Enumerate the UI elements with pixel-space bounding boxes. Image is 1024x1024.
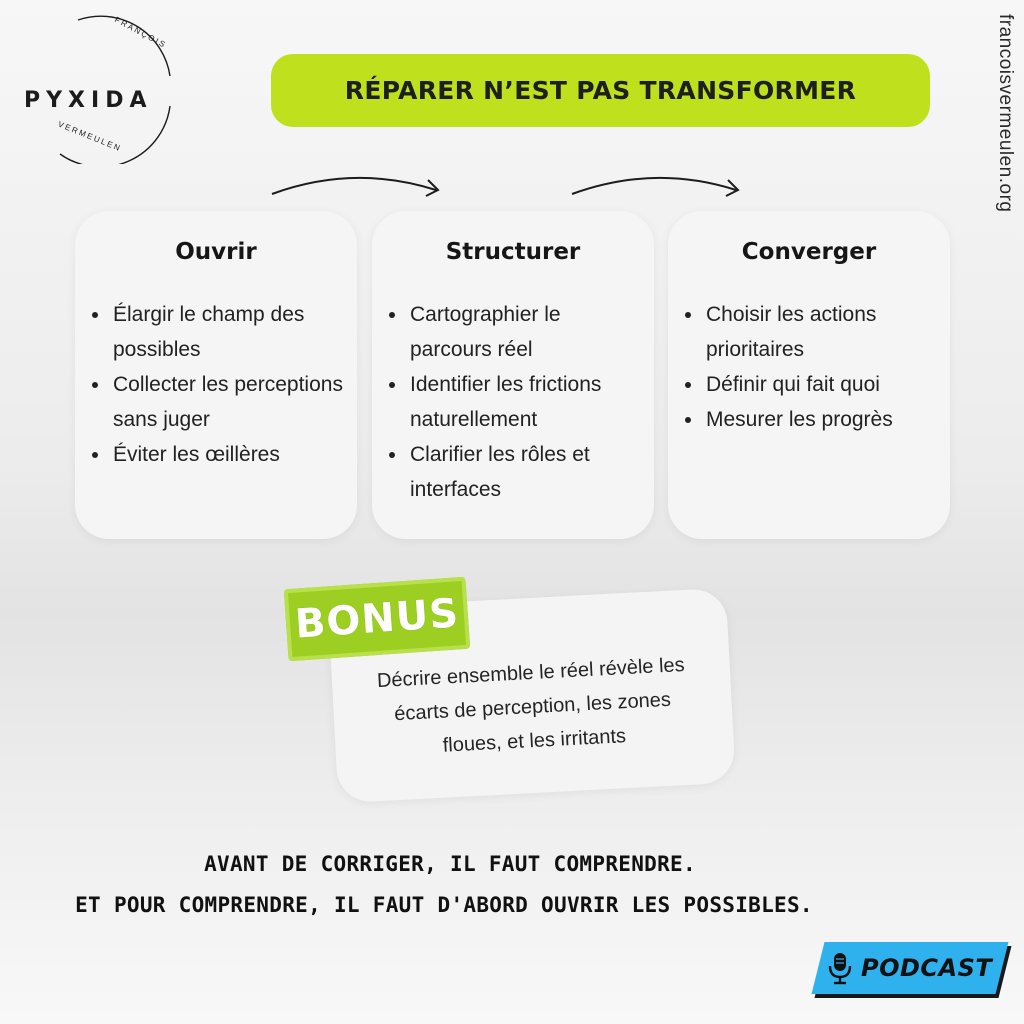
card-ouvrir <box>75 211 357 539</box>
card-list <box>89 297 351 472</box>
quote-line-1: AVANT DE CORRIGER, IL FAUT COMPRENDRE. <box>204 852 696 876</box>
list-item: • Éviter les œillères <box>111 437 351 472</box>
podcast-label: PODCAST <box>861 954 993 982</box>
logo-brand: PYXIDA <box>24 88 153 113</box>
page-title: RÉPARER N’EST PAS TRANSFORMER <box>344 76 857 105</box>
logo-arc-top-text: FRANÇOIS <box>113 15 169 50</box>
card-heading: Ouvrir <box>175 239 257 265</box>
card-list <box>682 297 944 437</box>
list-item: • Identifier les frictions naturellement <box>408 367 648 437</box>
list-item: • Mesurer les progrès <box>704 402 944 437</box>
side-url: francoisvermeulen.org <box>995 14 1016 213</box>
bonus-stamp <box>284 577 471 662</box>
podcast-badge[interactable] <box>812 942 1009 994</box>
list-item: • Élargir le champ des possibles <box>111 297 351 367</box>
list-item: • Cartographier le parcours réel <box>408 297 648 367</box>
arrow-right-icon <box>568 168 748 204</box>
list-item: • Collecter les perceptions sans juger <box>111 367 351 437</box>
list-item: • Choisir les actions prioritaires <box>704 297 944 367</box>
bonus-stamp-label: BONUS <box>293 590 461 648</box>
quote-line-2: ET POUR COMPRENDRE, IL FAUT D'ABORD OUVRIR LES POSSIBLES. <box>75 893 813 917</box>
list-item: • Définir qui fait quoi <box>704 367 944 402</box>
card-heading: Structurer <box>445 239 581 265</box>
microphone-icon <box>827 951 853 985</box>
title-banner <box>271 54 930 127</box>
list-item: • Clarifier les rôles et interfaces <box>408 437 648 507</box>
bonus-text: Décrire ensemble le réel révèle les écarts de perception, les zones floues, et les irritants <box>376 653 686 757</box>
logo-arc-bottom-text: VERMEULEN <box>56 119 124 154</box>
card-heading: Converger <box>741 239 877 265</box>
card-converger <box>668 211 950 539</box>
arrow-right-icon <box>268 168 448 204</box>
card-list <box>386 297 648 507</box>
card-structurer <box>372 211 654 539</box>
pyxida-logo <box>20 14 180 164</box>
